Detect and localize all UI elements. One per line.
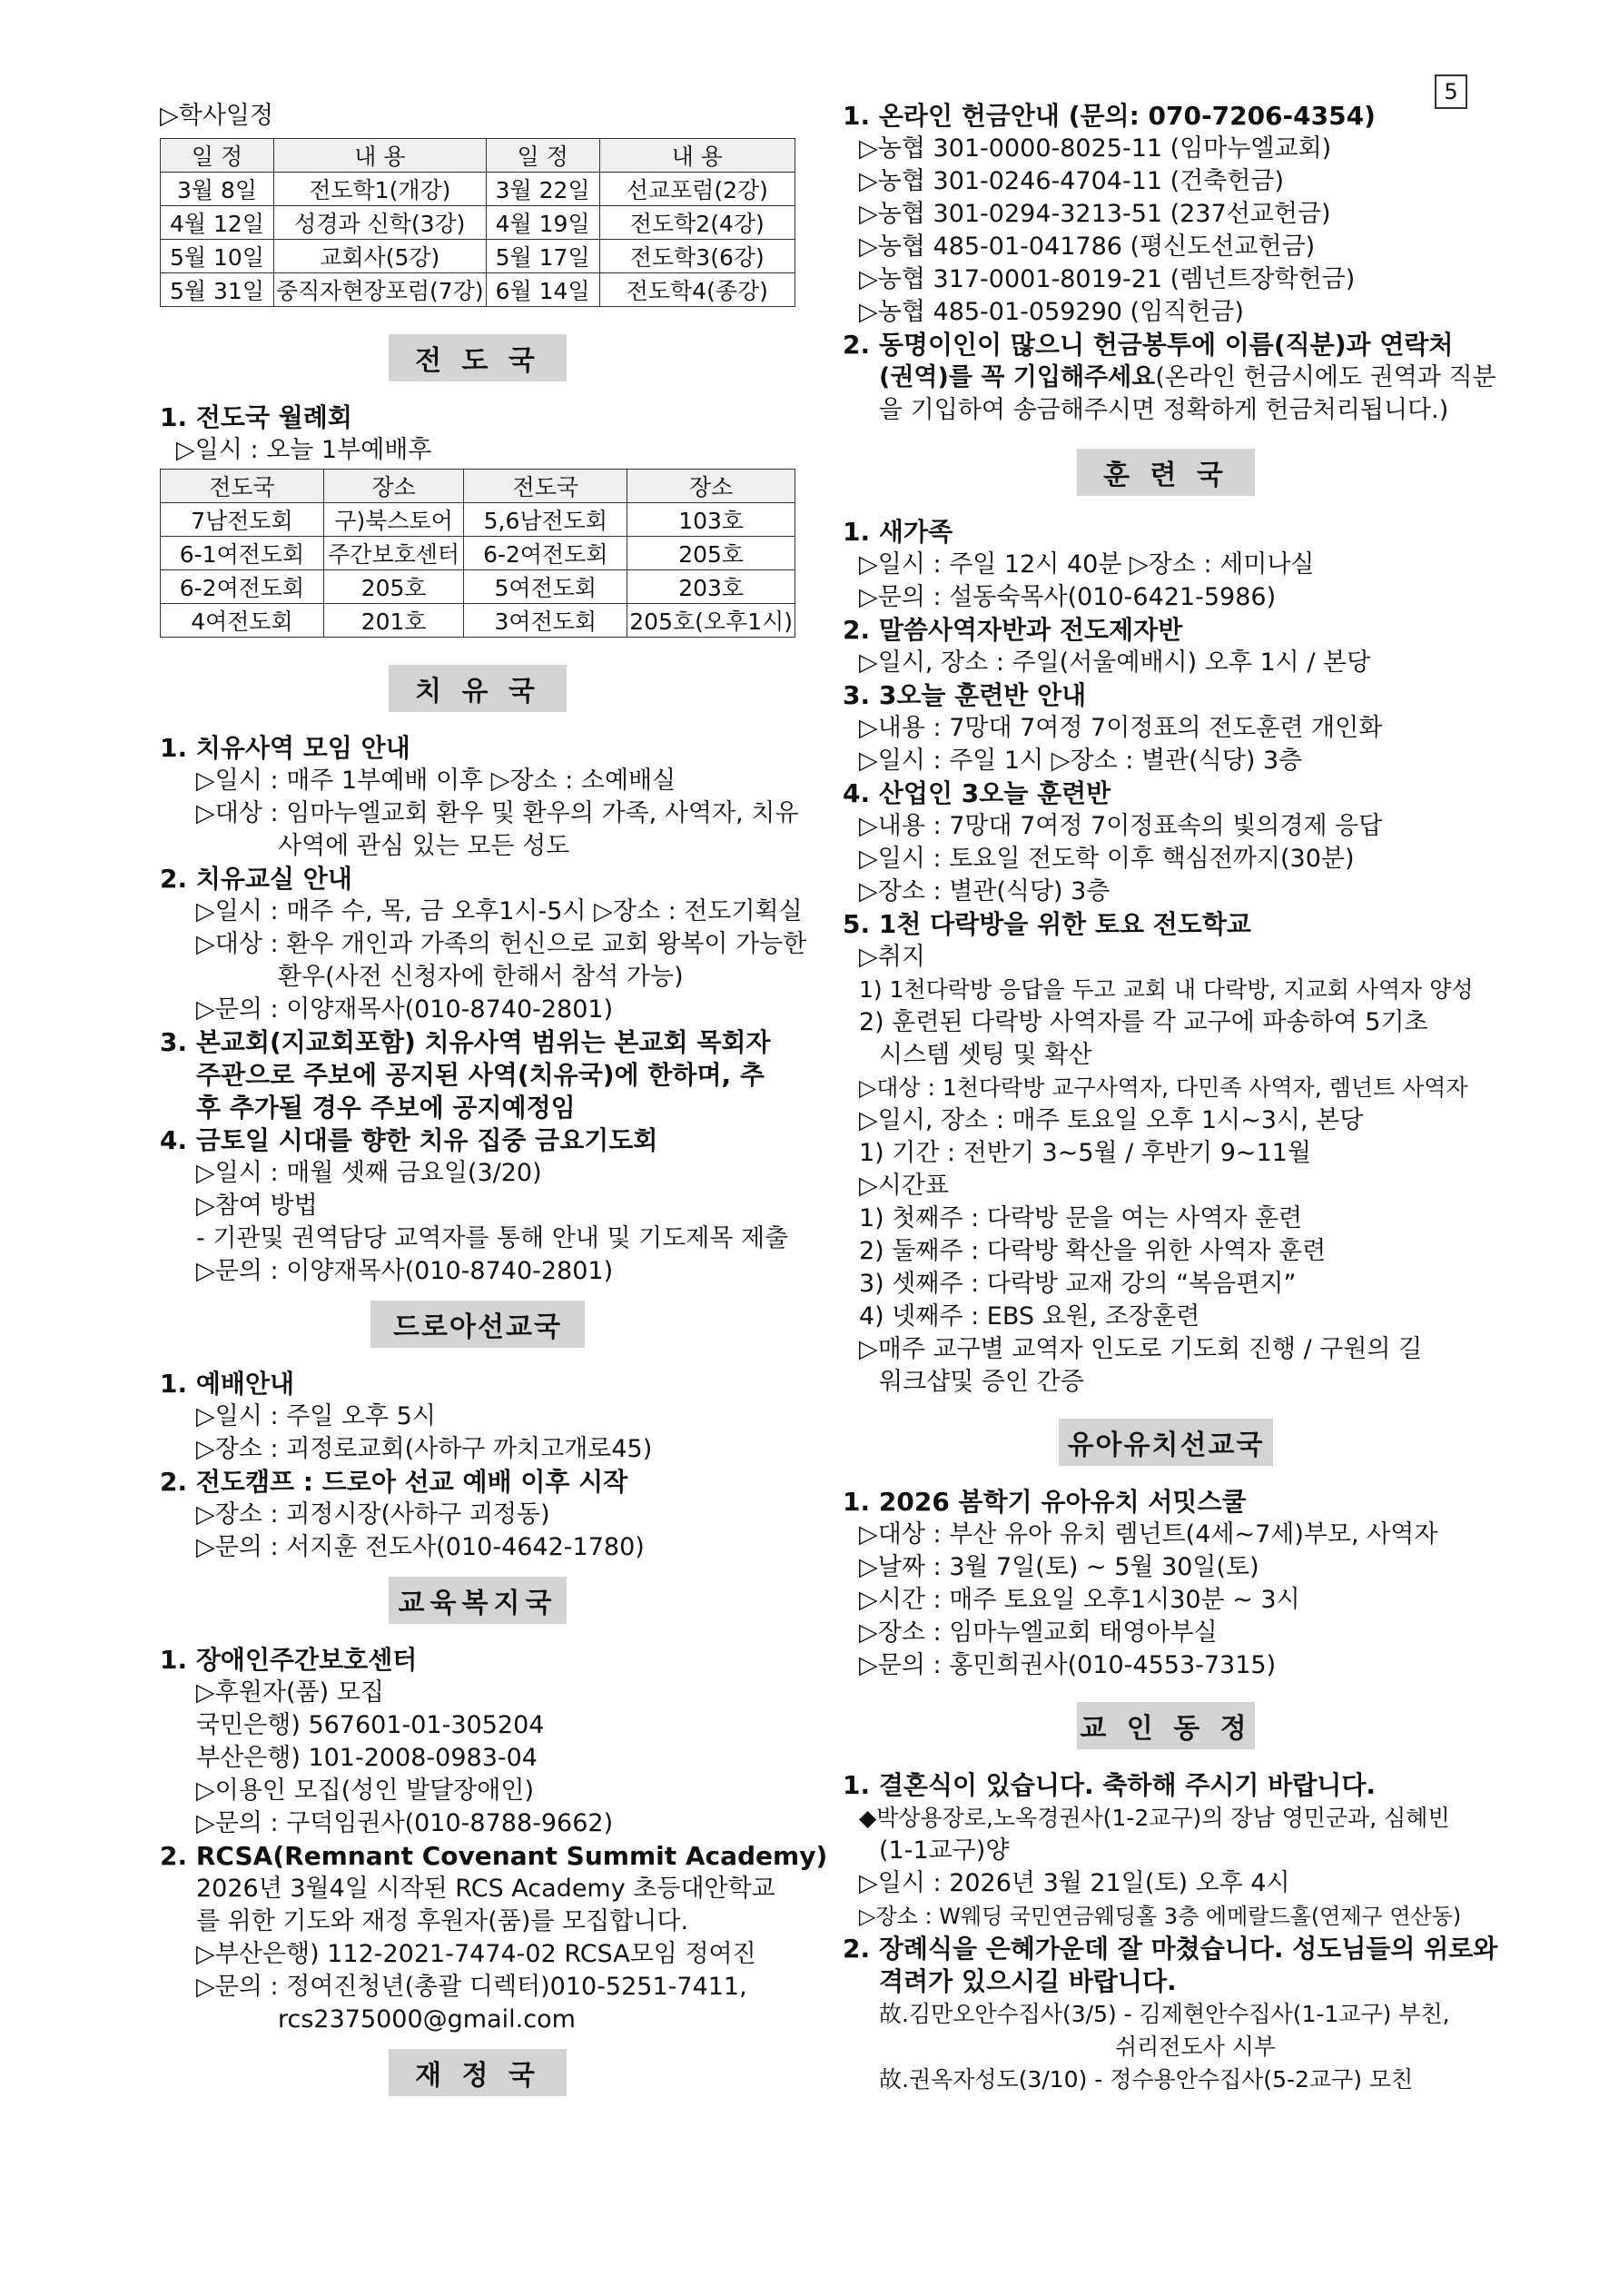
table-cell: 5월 31일 bbox=[161, 273, 274, 307]
table-cell: 5,6남전도회 bbox=[464, 503, 627, 537]
table-cell: 5월 10일 bbox=[161, 240, 274, 273]
dora-line: ▷일시 : 주일 오후 5시 bbox=[196, 1402, 436, 1430]
table-cell: 교회사(5강) bbox=[274, 240, 487, 273]
training-line: 5. 1천 다락방을 위한 토요 전도학교 bbox=[843, 909, 1251, 939]
section-header-dora: 드로아선교국 bbox=[370, 1301, 585, 1348]
table-cell: 7남전도회 bbox=[161, 503, 324, 537]
table-cell: 전도학2(4강) bbox=[599, 206, 795, 240]
training-line: ▷내용 : 7망대 7여정 7이정표의 전도훈련 개인화 bbox=[859, 714, 1383, 742]
table-cell: 중직자현장포럼(7강) bbox=[274, 273, 487, 307]
table-row bbox=[161, 206, 795, 240]
right-column bbox=[843, 100, 1498, 2096]
finance-line: 을 기입하여 송금해주시면 정확하게 헌금처리됩니다.) bbox=[879, 396, 1449, 424]
table-cell: 205호 bbox=[323, 570, 463, 604]
table-header-row bbox=[161, 139, 795, 173]
table-cell: 전도학3(6강) bbox=[599, 240, 795, 273]
news-line: 故.권옥자성도(3/10) - 정수용안수집사(5-2교구) 모친 bbox=[879, 2066, 1414, 2093]
table-cell: 5월 17일 bbox=[486, 240, 599, 273]
table-cell: 4월 12일 bbox=[161, 206, 274, 240]
training-line: 2) 둘째주 : 다락방 확산을 위한 사역자 훈련 bbox=[859, 1237, 1327, 1265]
training-line: 1) 첫째주 : 다락방 문을 여는 사역자 훈련 bbox=[859, 1204, 1303, 1232]
section-header-finance: 재 정 국 bbox=[389, 2049, 567, 2096]
training-line: ▷매주 교구별 교역자 인도로 기도회 진행 / 구원의 길 bbox=[859, 1335, 1423, 1363]
table-row bbox=[161, 273, 795, 307]
healing-line: 환우(사전 신청자에 한해서 참석 가능) bbox=[278, 963, 684, 991]
table-cell: 3월 8일 bbox=[161, 173, 274, 206]
training-line: ▷일시, 장소 : 매주 토요일 오후 1시~3시, 본당 bbox=[859, 1106, 1364, 1134]
dora-line: ▷장소 : 괴정로교회(사하구 까치고개로45) bbox=[196, 1435, 653, 1463]
training-line: ▷일시 : 주일 1시 ▷장소 : 별관(식당) 3층 bbox=[859, 747, 1303, 775]
table-cell: 주간보호센터 bbox=[323, 537, 463, 570]
healing-line: ▷일시 : 매월 셋째 금요일(3/20) bbox=[196, 1159, 542, 1187]
dora-line: 1. 예배안내 bbox=[160, 1369, 295, 1399]
healing-line: 1. 치유사역 모임 안내 bbox=[160, 733, 410, 763]
training-line: 3. 3오늘 훈련반 안내 bbox=[843, 680, 1087, 710]
schedule-heading: ▷학사일정 bbox=[160, 102, 274, 130]
table-row bbox=[161, 537, 795, 570]
table-header: 장소 bbox=[627, 470, 795, 503]
evangelism-item-heading: 1. 전도국 월례회 bbox=[160, 402, 352, 432]
table-cell: 103호 bbox=[627, 503, 795, 537]
kids-line: ▷장소 : 임마누엘교회 태영아부실 bbox=[859, 1618, 1218, 1647]
table-cell: 5여전도회 bbox=[464, 570, 627, 604]
section-header-welfare: 교육복지국 bbox=[389, 1577, 567, 1624]
training-line: ▷일시 : 주일 12시 40분 ▷장소 : 세미나실 bbox=[859, 550, 1315, 579]
table-header: 전도국 bbox=[161, 470, 324, 503]
training-line: 2) 훈련된 다락방 사역자를 각 교구에 파송하여 5기초 bbox=[859, 1008, 1428, 1036]
table-header: 일 정 bbox=[486, 139, 599, 173]
welfare-line: ▷문의 : 정여진청년(총괄 디렉터)010-5251-7411, bbox=[196, 1973, 747, 2001]
healing-line: 3. 본교회(지교회포함) 치유사역 범위는 본교회 목회자 bbox=[160, 1027, 771, 1057]
healing-line: 사역에 관심 있는 모든 성도 bbox=[278, 832, 570, 860]
section-header-news: 교 인 동 정 bbox=[1077, 1702, 1255, 1749]
training-line: ▷문의 : 설동숙목사(010-6421-5986) bbox=[859, 583, 1277, 611]
training-line: ▷내용 : 7망대 7여정 7이정표속의 빛의경제 응답 bbox=[859, 812, 1383, 840]
left-column bbox=[160, 100, 828, 2116]
healing-line: 2. 치유교실 안내 bbox=[160, 864, 352, 894]
table-cell: 구)북스토어 bbox=[323, 503, 463, 537]
welfare-line: 국민은행) 567601-01-305204 bbox=[196, 1711, 545, 1739]
training-line: 3) 셋째주 : 다락방 교재 강의 “복음편지” bbox=[859, 1270, 1297, 1298]
table-header-row bbox=[161, 470, 795, 503]
table-cell: 3여전도회 bbox=[464, 604, 627, 638]
table-row bbox=[161, 240, 795, 273]
news-line: ▷일시 : 2026년 3월 21일(토) 오후 4시 bbox=[859, 1869, 1290, 1897]
training-line: 1. 새가족 bbox=[843, 517, 953, 547]
table-cell: 성경과 신학(3강) bbox=[274, 206, 487, 240]
section-header-kids: 유아유치선교국 bbox=[1059, 1419, 1273, 1466]
table-cell: 6-1여전도회 bbox=[161, 537, 324, 570]
finance-line: (온라인 헌금시에도 권역과 직분 bbox=[1155, 363, 1496, 391]
training-line: ▷장소 : 별관(식당) 3층 bbox=[859, 877, 1111, 906]
table-header: 내 용 bbox=[599, 139, 795, 173]
table-row bbox=[161, 503, 795, 537]
healing-line: ▷문의 : 이양재목사(010-8740-2801) bbox=[196, 995, 614, 1024]
healing-line: 후 추가될 경우 주보에 공지예정임 bbox=[196, 1093, 576, 1123]
welfare-line: 1. 장애인주간보호센터 bbox=[160, 1645, 418, 1675]
news-line: 2. 장례식을 은혜가운데 잘 마쳤습니다. 성도님들의 위로와 bbox=[843, 1934, 1498, 1964]
dora-line: ▷장소 : 괴정시장(사하구 괴정동) bbox=[196, 1500, 550, 1529]
table-cell: 6월 14일 bbox=[486, 273, 599, 307]
dora-line: ▷문의 : 서지훈 전도사(010-4642-1780) bbox=[196, 1533, 645, 1561]
table-cell: 전도학4(종강) bbox=[599, 273, 795, 307]
training-line: ▷시간표 bbox=[859, 1172, 950, 1200]
training-line: ▷일시, 장소 : 주일(서울예배시) 오후 1시 / 본당 bbox=[859, 648, 1371, 677]
section-header-healing: 치 유 국 bbox=[389, 665, 567, 712]
finance-line: ▷농협 485-01-041786 (평신도선교헌금) bbox=[859, 233, 1316, 261]
healing-line: ▷참여 방법 bbox=[196, 1192, 318, 1220]
page-number: 5 bbox=[1435, 74, 1467, 109]
table-cell: 201호 bbox=[323, 604, 463, 638]
training-line: 1) 1천다락방 응답을 두고 교회 내 다락방, 지교회 사역자 양성 bbox=[859, 976, 1474, 1003]
welfare-line: ▷문의 : 구덕임권사(010-8788-9662) bbox=[196, 1809, 614, 1837]
news-line: 故.김만오안수집사(3/5) - 김제현안수집사(1-1교구) 부친, bbox=[879, 2001, 1450, 2027]
training-line: ▷취지 bbox=[859, 943, 925, 971]
finance-line: 2. 동명이인이 많으니 헌금봉투에 이름(직분)과 연락처 bbox=[843, 330, 1454, 360]
finance-line: ▷농협 301-0000-8025-11 (임마누엘교회) bbox=[859, 134, 1332, 163]
kids-line: ▷대상 : 부산 유아 유치 렘넌트(4세~7세)부모, 사역자 bbox=[859, 1520, 1438, 1549]
finance-line: ▷농협 301-0294-3213-51 (237선교헌금) bbox=[859, 200, 1331, 228]
training-line: 4. 산업인 3오늘 훈련반 bbox=[843, 778, 1111, 808]
training-line: 워크샵및 증인 간증 bbox=[879, 1368, 1084, 1396]
table-cell: 6-2여전도회 bbox=[161, 570, 324, 604]
healing-line: ▷일시 : 매주 1부예배 이후 ▷장소 : 소예배실 bbox=[196, 767, 676, 795]
kids-line: ▷문의 : 홍민희권사(010-4553-7315) bbox=[859, 1651, 1277, 1679]
kids-line: 1. 2026 봄학기 유아유치 서밋스쿨 bbox=[843, 1487, 1247, 1517]
training-line: 시스템 셋팅 및 확산 bbox=[879, 1041, 1092, 1069]
table-cell: 205호 bbox=[627, 537, 795, 570]
training-line: ▷일시 : 토요일 전도학 이후 핵심전까지(30분) bbox=[859, 845, 1355, 873]
table-cell: 6-2여전도회 bbox=[464, 537, 627, 570]
table-cell: 203호 bbox=[627, 570, 795, 604]
schedule-table bbox=[160, 138, 795, 307]
dora-line: 2. 전도캠프 : 드로아 선교 예배 이후 시작 bbox=[160, 1467, 628, 1497]
healing-line: ▷대상 : 환우 개인과 가족의 헌신으로 교회 왕복이 가능한 bbox=[196, 930, 807, 958]
welfare-line: ▷부산은행) 112-2021-7474-02 RCSA모임 정여진 bbox=[196, 1940, 756, 1968]
news-line: ◆박상용장로,노옥경권사(1-2교구)의 장남 영민군과, 심혜빈 bbox=[859, 1805, 1450, 1831]
finance-line: 1. 온라인 헌금안내 (문의: 070-7206-4354) bbox=[843, 101, 1376, 131]
evangelism-table bbox=[160, 469, 795, 638]
welfare-line: 2026년 3월4일 시작된 RCS Academy 초등대안학교 bbox=[196, 1875, 775, 1903]
table-cell: 3월 22일 bbox=[486, 173, 599, 206]
healing-line: ▷문의 : 이양재목사(010-8740-2801) bbox=[196, 1257, 614, 1285]
training-line: 1) 기간 : 전반기 3~5월 / 후반기 9~11월 bbox=[859, 1139, 1311, 1167]
news-line: 1. 결혼식이 있습니다. 축하해 주시기 바랍니다. bbox=[843, 1770, 1376, 1800]
table-row bbox=[161, 173, 795, 206]
table-cell: 4월 19일 bbox=[486, 206, 599, 240]
training-line: 2. 말씀사역자반과 전도제자반 bbox=[843, 615, 1183, 645]
table-cell: 전도학1(개강) bbox=[274, 173, 487, 206]
healing-line: 4. 금토일 시대를 향한 치유 집중 금요기도회 bbox=[160, 1125, 658, 1155]
table-row bbox=[161, 604, 795, 638]
training-line: ▷대상 : 1천다락방 교구사역자, 다민족 사역자, 렘넌트 사역자 bbox=[859, 1074, 1468, 1101]
welfare-line: 부산은행) 101-2008-0983-04 bbox=[196, 1744, 538, 1772]
evangelism-item-line: ▷일시 : 오늘 1부예배후 bbox=[176, 436, 432, 464]
healing-line: ▷일시 : 매주 수, 목, 금 오후1시-5시 ▷장소 : 전도기획실 bbox=[196, 897, 803, 925]
finance-line: ▷농협 485-01-059290 (임직헌금) bbox=[859, 298, 1244, 326]
healing-line: - 기관및 권역담당 교역자를 통해 안내 및 기도제목 제출 bbox=[196, 1224, 789, 1252]
kids-line: ▷시간 : 매주 토요일 오후1시30분 ~ 3시 bbox=[859, 1586, 1300, 1614]
section-header-evangelism: 전 도 국 bbox=[389, 334, 567, 381]
table-cell: 4여전도회 bbox=[161, 604, 324, 638]
welfare-line: 를 위한 기도와 재정 후원자(품)를 모집합니다. bbox=[196, 1907, 689, 1935]
section-header-training: 훈 련 국 bbox=[1077, 449, 1255, 496]
news-line: 격려가 있으시길 바랍니다. bbox=[879, 1966, 1177, 1996]
table-header: 내 용 bbox=[274, 139, 487, 173]
table-cell: 선교포럼(2강) bbox=[599, 173, 795, 206]
welfare-line: ▷후원자(품) 모집 bbox=[196, 1678, 384, 1707]
news-line: 쉬리전도사 시부 bbox=[1115, 2034, 1276, 2060]
kids-line: ▷날짜 : 3월 7일(토) ~ 5월 30일(토) bbox=[859, 1553, 1259, 1581]
finance-line: ▷농협 317-0001-8019-21 (렘넌트장학헌금) bbox=[859, 265, 1356, 293]
training-line: 4) 넷째주 : EBS 요원, 조장훈련 bbox=[859, 1302, 1200, 1331]
welfare-line: ▷이용인 모집(성인 발달장애인) bbox=[196, 1776, 534, 1805]
healing-line: ▷대상 : 임마누엘교회 환우 및 환우의 가족, 사역자, 치유 bbox=[196, 799, 799, 827]
welfare-line: 2. RCSA(Remnant Covenant Summit Academy) bbox=[160, 1841, 828, 1871]
news-line: (1-1교구)양 bbox=[879, 1836, 1010, 1865]
table-header: 장소 bbox=[323, 470, 463, 503]
table-cell: 205호(오후1시) bbox=[627, 604, 795, 638]
news-line: ▷장소 : W웨딩 국민연금웨딩홀 3층 에메랄드홀(연제구 연산동) bbox=[859, 1904, 1462, 1929]
table-header: 일 정 bbox=[161, 139, 274, 173]
table-row bbox=[161, 570, 795, 604]
welfare-email: rcs2375000@gmail.com bbox=[278, 2005, 576, 2034]
healing-line: 주관으로 주보에 공지된 사역(치유국)에 한하며, 추 bbox=[196, 1060, 765, 1090]
finance-line: ▷농협 301-0246-4704-11 (건축헌금) bbox=[859, 167, 1285, 195]
finance-emphasis: (권역)를 꼭 기입해주세요 bbox=[879, 363, 1156, 391]
table-header: 전도국 bbox=[464, 470, 627, 503]
